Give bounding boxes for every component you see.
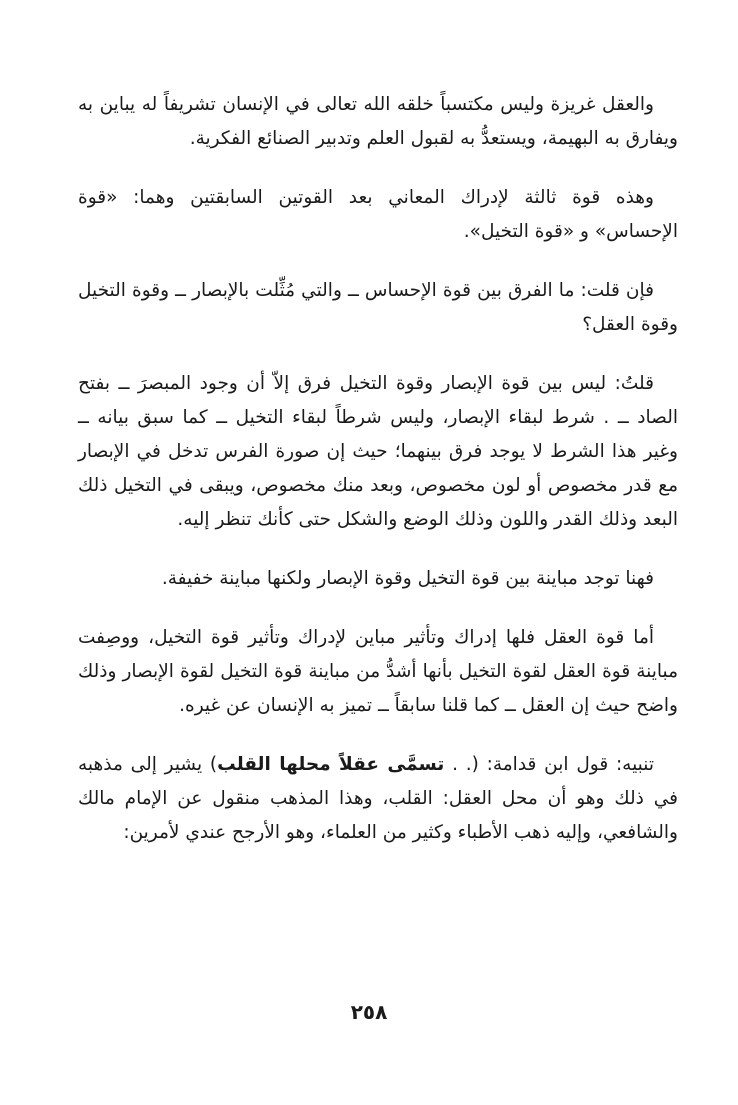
- paragraph-7-note: [78, 748, 678, 850]
- page-number: ٢٥٨: [350, 1000, 388, 1024]
- paragraph-5: فهنا توجد مباينة بين قوة التخيل وقوة الإبصار ولكنها مباينة خفيفة.: [161, 568, 654, 589]
- paragraph-1: والعقل غريزة وليس مكتسباً خلقه الله تعالى في الإنسان تشريفاً له يباين به ويفارق به البهيمة، ويستعدُّ به لقبول العلم وتدبير الصنائع الفكرية.: [78, 94, 678, 149]
- page-body: [78, 88, 678, 875]
- paragraph-6: أما قوة العقل فلها إدراك وتأثير مباين لإدراك وتأثير قوة التخيل، ووصِفت مباينة قوة العقل لقوة التخيل بأنها أشدُّ من مباينة قوة التخيل لقوة الإبصار وذلك واضح حيث إن العقل ــ كما قلنا سابقاً ــ تميز به الإنسان عن غيره.: [78, 627, 678, 716]
- note-bold-quote: تسمَّى عقلاً محلها القلب: [217, 754, 445, 775]
- paragraph-3: فإن قلت: ما الفرق بين قوة الإحساس ــ والتي مُثِّلت بالإبصار ــ وقوة التخيل وقوة العقل؟: [78, 280, 678, 335]
- note-prefix: تنبيه: قول ابن قدامة: (. .: [444, 754, 654, 775]
- paragraph-2: وهذه قوة ثالثة لإدراك المعاني بعد القوتين السابقتين وهما: «قوة الإحساس» و «قوة التخيل».: [78, 187, 678, 242]
- paragraph-4: قلتُ: ليس بين قوة الإبصار وقوة التخيل فرق إلاّ أن وجود المبصرَ ــ بفتح الصاد ــ . شرط لبقاء الإبصار، وليس شرطاً لبقاء التخيل ــ كما سبق بيانه ــ وغير هذا الشرط لا يوجد فرق بينهما؛ حيث إن صورة الفرس تدخل في الإبصار مع قدر مخصوص أو لون مخصوص، وبعد منك مخصوص، ويبقى في التخيل ذلك البعد وذلك القدر واللون وذلك الوضع والشكل حتى كأنك تنظر إليه.: [78, 373, 678, 530]
- note-suffix: ) يشير إلى مذهبه في ذلك وهو أن محل العقل: القلب، وهذا المذهب منقول عن الإمام مالك والشافعي، وإليه ذهب الأطباء وكثير من العلماء، وهو الأرجح عندي لأمرين:: [78, 754, 678, 843]
